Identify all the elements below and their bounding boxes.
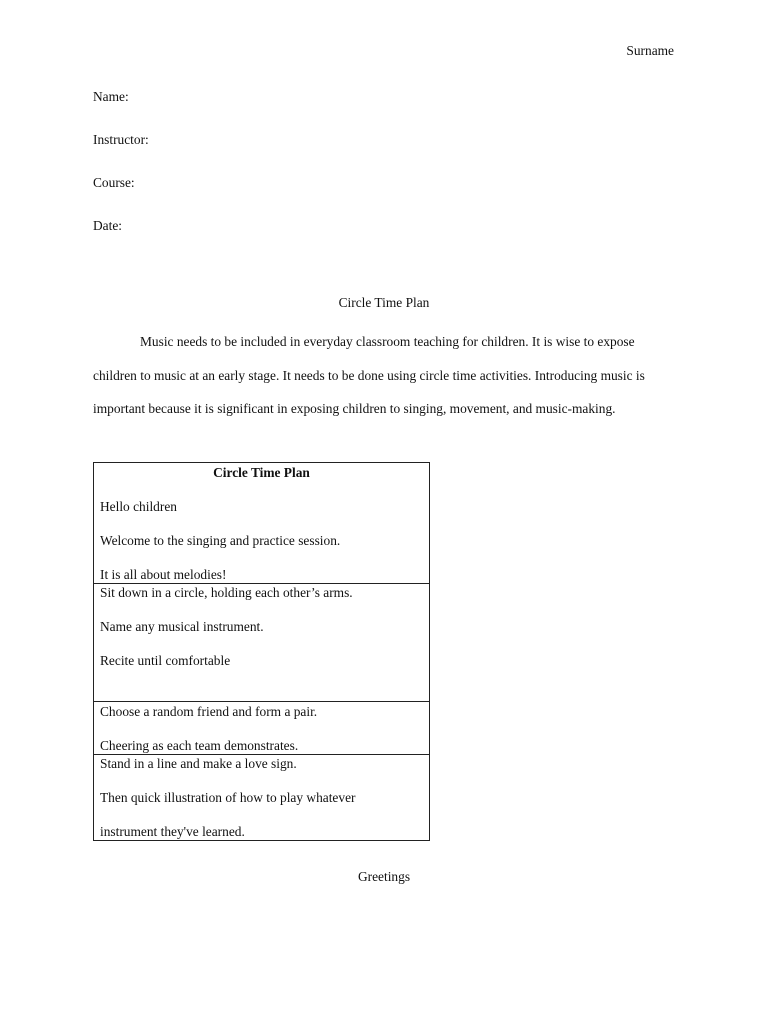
table-cell-line: Recite until comfortable: [100, 653, 231, 668]
table-cell: [94, 755, 430, 841]
table-cell-line: Choose a random friend and form a pair.: [100, 704, 318, 719]
instructor-label: Instructor:: [93, 132, 149, 147]
date-label: Date:: [93, 218, 122, 233]
table-cell: [94, 463, 430, 584]
table-cell-line: Hello children: [100, 499, 177, 514]
table-cell-line: Then quick illustration of how to play whatever: [100, 790, 356, 805]
table-cell-line: Welcome to the singing and practice session.: [100, 533, 341, 548]
table-row: [94, 463, 430, 584]
name-label: Name:: [93, 89, 129, 104]
circle-time-plan-table: [93, 462, 430, 841]
table-cell-line: Name any musical instrument.: [100, 619, 264, 634]
table-cell: [94, 702, 430, 755]
document-title: Circle Time Plan: [338, 295, 430, 310]
table-cell: [94, 584, 430, 702]
running-header-surname: Surname: [626, 43, 674, 58]
intro-paragraph: Music needs to be included in everyday classroom teaching for children. It is wise to expose children to music at an early stage. It needs to be done using circle time activities. Introducing music is important because it is significant in exposing children to singing, movement, and music-making.: [93, 334, 645, 417]
table-cell-line: Sit down in a circle, holding each other’s arms.: [100, 585, 353, 600]
table-heading: Circle Time Plan: [213, 465, 310, 480]
table-row: [94, 584, 430, 702]
table-row: [94, 702, 430, 755]
table-cell-line: Cheering as each team demonstrates.: [100, 738, 299, 753]
table-cell-line: Stand in a line and make a love sign.: [100, 756, 297, 771]
greetings-heading: Greetings: [357, 869, 411, 884]
table-cell-line: It is all about melodies!: [100, 567, 227, 582]
course-label: Course:: [93, 175, 135, 190]
table-cell-line: instrument they've learned.: [100, 824, 245, 839]
table-row: [94, 755, 430, 841]
